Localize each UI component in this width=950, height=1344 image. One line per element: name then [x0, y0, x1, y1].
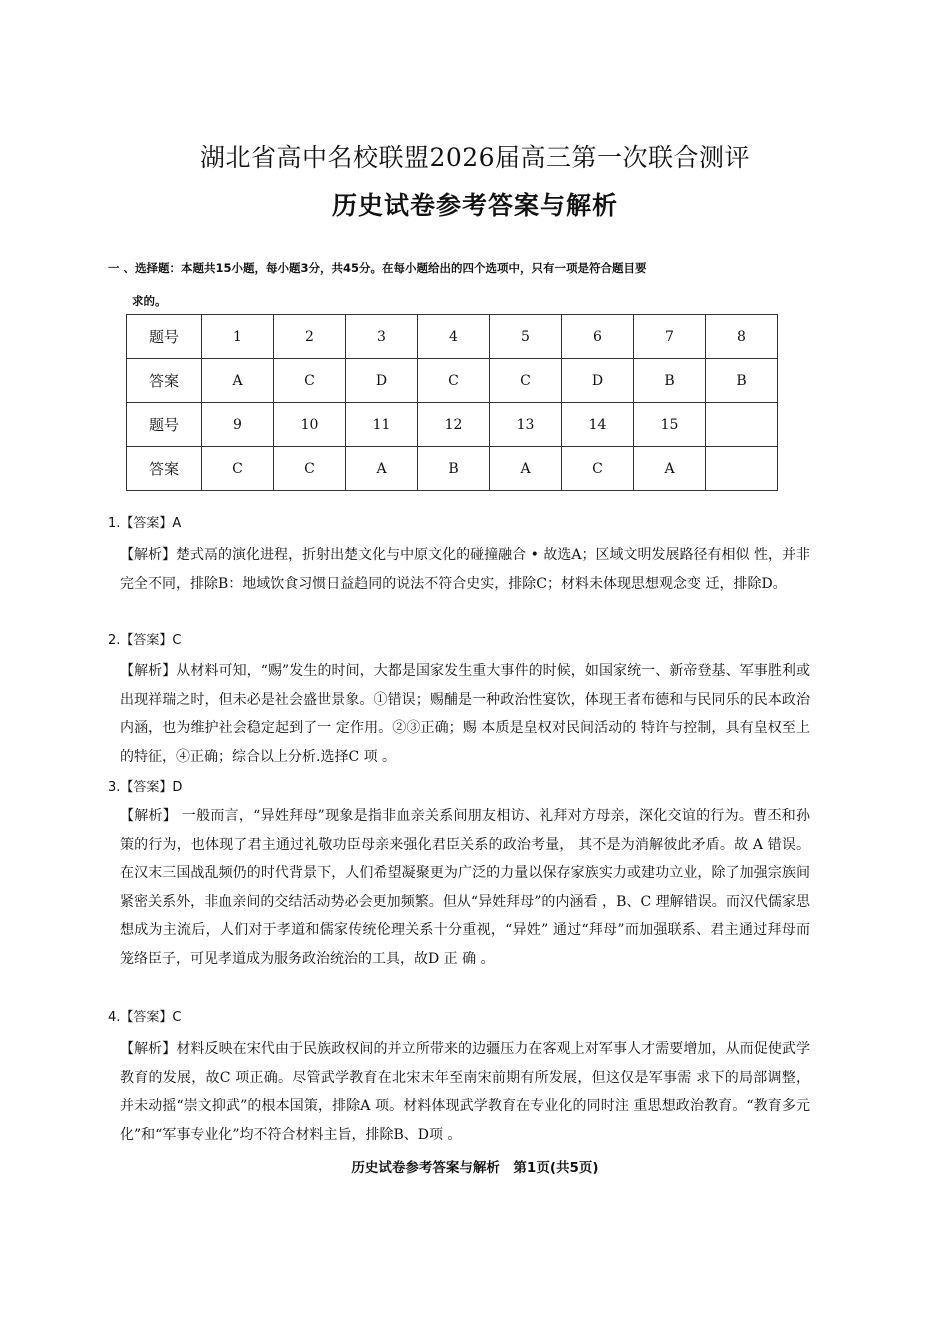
table-cell — [706, 447, 778, 491]
table-cell: 12 — [418, 403, 490, 447]
table-cell: B — [418, 447, 490, 491]
header-cell: 题号 — [127, 315, 202, 359]
table-row — [127, 359, 778, 403]
section-line-2: 求的。 — [132, 294, 167, 308]
question-3-analysis: 【解析】 一般而言，“异姓拜母”现象是指非血亲关系间朋友相访、礼拜对方母亲，深化交谊的行为。曹丕和孙策的行为，也体现了君主通过礼敬功臣母亲来强化君臣关系的政治考量， 其不是为消解彼此矛盾。故 A 错误。在汉末三国战乱频仍的时代背景下，人们希望凝聚更为广泛的力量以保存家族实力或建功立业，除了加强宗族间紧密关系外，非血亲间的交结活动势必会更加频繁。但从“异姓拜母”的内涵看 ，B、C 理解错误。而汉代儒家思想成为主流后，人们对于孝道和儒家传统伦理关系十分重视，“异姓” 通过“拜母”而加强联系、君主通过拜母而笼络臣子，可见孝道成为服务政治统治的工具，故D 正 确 。 — [120, 808, 810, 967]
question-4-answer: 4.【答案】C — [108, 1010, 182, 1025]
table-cell: 5 — [490, 315, 562, 359]
table-cell: A — [346, 447, 418, 491]
question-2-analysis: 【解析】从材料可知，“赐”发生的时间，大都是国家发生重大事件的时候，如国家统一、新帝登基、军事胜利或出现祥瑞之时，但未必是社会盛世景象。①错误；赐酺是一种政治性宴饮，体现王者布德和与民同乐的民本政治内涵，也为维护社会稳定起到了一 定作用。②③正确；赐 本质是皇权对民间活动的 特许与控制，具有皇权至上的特征，④正确；综合以上分析.选择C 项 。 — [120, 663, 810, 765]
table-cell: A — [634, 447, 706, 491]
table-row — [127, 315, 778, 359]
table-cell: 9 — [202, 403, 274, 447]
table-row — [127, 403, 778, 447]
table-cell: 10 — [274, 403, 346, 447]
table-cell: A — [490, 447, 562, 491]
table-cell: D — [562, 359, 634, 403]
table-cell: C — [202, 447, 274, 491]
table-cell — [706, 403, 778, 447]
table-cell: 2 — [274, 315, 346, 359]
table-cell: 6 — [562, 315, 634, 359]
table-cell: 7 — [634, 315, 706, 359]
table-cell: 4 — [418, 315, 490, 359]
table-cell: C — [274, 447, 346, 491]
table-cell: B — [634, 359, 706, 403]
table-cell: C — [274, 359, 346, 403]
section-line-1: 一 、选择题：本题共15小题，每小题3分，共45分。在每小题给出的四个选项中，只有一项是符合题目要 — [108, 261, 647, 275]
table-cell: 8 — [706, 315, 778, 359]
question-1-analysis: 【解析】楚式鬲的演化进程，折射出楚文化与中原文化的碰撞融合 • 故选A；区域文明发展路径有相似 性，并非完全不同，排除B：地域饮食习惯日益趋同的说法不符合史实，排除C；材料未体现思想观念变 迁，排除D。 — [120, 547, 810, 592]
table-cell: C — [562, 447, 634, 491]
question-2-answer: 2.【答案】C — [108, 633, 182, 648]
header-cell: 题号 — [127, 403, 202, 447]
table-cell: 3 — [346, 315, 418, 359]
table-cell: 11 — [346, 403, 418, 447]
table-cell: 13 — [490, 403, 562, 447]
question-3-answer: 3.【答案】D — [108, 780, 183, 795]
document-title: 湖北省高中名校联盟2026届高三第一次联合测评 — [199, 143, 751, 172]
header-cell: 答案 — [127, 359, 202, 403]
table-cell: 15 — [634, 403, 706, 447]
table-cell: 1 — [202, 315, 274, 359]
table-cell: B — [706, 359, 778, 403]
document-subtitle: 历史试卷参考答案与解析 — [331, 191, 618, 220]
table-row — [127, 447, 778, 491]
page-footer: 历史试卷参考答案与解析 第1页(共5页) — [351, 1160, 599, 1176]
table-cell: C — [418, 359, 490, 403]
section-instructions — [108, 252, 808, 318]
table-cell: D — [346, 359, 418, 403]
table-cell: 14 — [562, 403, 634, 447]
header-cell: 答案 — [127, 447, 202, 491]
question-1-answer: 1.【答案】A — [108, 516, 182, 531]
question-4-analysis: 【解析】材料反映在宋代由于民族政权间的并立所带来的边疆压力在客观上对军事人才需要增加，从而促使武学教育的发展，故C 项正确。尽管武学教育在北宋末年至南宋前期有所发展，但这仅是军事需 求下的局部调整，并未动摇“崇文抑武”的根本国策，排除A 项。材料体现武学教育在专业化的同时注 重思想政治教育。“教育多元化”和“军事专业化”均不符合材料主旨，排除B、D项 。 — [120, 1041, 810, 1143]
answer-table — [126, 314, 778, 491]
table-cell: A — [202, 359, 274, 403]
table-cell: C — [490, 359, 562, 403]
